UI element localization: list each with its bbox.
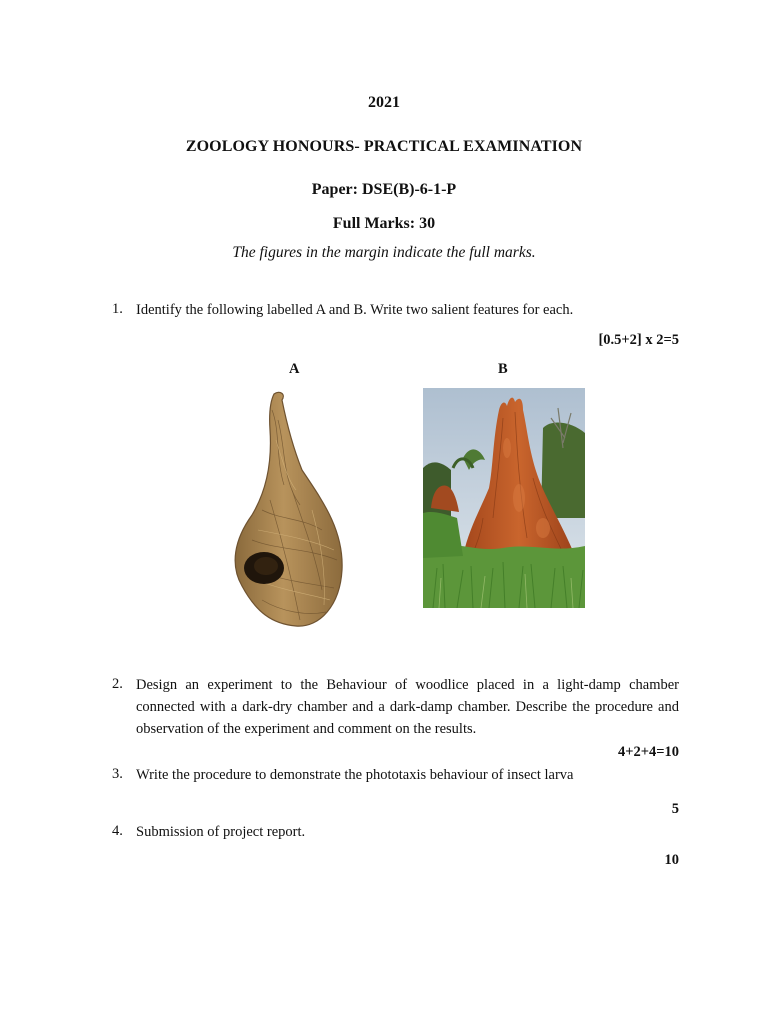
paper-code: Paper: DSE(B)-6-1-P — [311, 181, 457, 198]
weaver-bird-nest-icon — [222, 390, 362, 630]
termite-mound-icon — [423, 388, 585, 608]
question-text: Identify the following labelled A and B. Write two salient features for each. — [136, 302, 574, 318]
question-number: 2. — [112, 676, 123, 692]
question-number: 3. — [112, 766, 123, 782]
question-marks: 10 — [664, 852, 679, 868]
question-marks: [0.5+2] x 2=5 — [598, 332, 679, 348]
full-marks: Full Marks: 30 — [332, 215, 436, 232]
exam-title: ZOOLOGY HONOURS- PRACTICAL EXAMINATION — [185, 138, 583, 155]
question-marks: 4+2+4=10 — [617, 744, 679, 760]
question-text: Write the procedure to demonstrate the phototaxis behaviour of insect larva — [136, 767, 574, 783]
question-number: 1. — [112, 301, 123, 317]
figure-label-b: B — [498, 361, 508, 377]
exam-year: 2021 — [368, 94, 400, 111]
marks-note: The figures in the margin indicate the full marks. — [232, 244, 536, 261]
question-text: Design an experiment to the Behaviour of woodlice placed in a light-damp chamber connected with a dark-dry chamber and a dark-damp chamber. Describe the procedure and observation of the experiment and comment on the results. — [136, 677, 679, 737]
question-number: 4. — [112, 823, 123, 839]
question-marks: 5 — [671, 801, 679, 817]
question-text: Submission of project report. — [136, 824, 306, 840]
figure-label-a: A — [289, 361, 300, 377]
